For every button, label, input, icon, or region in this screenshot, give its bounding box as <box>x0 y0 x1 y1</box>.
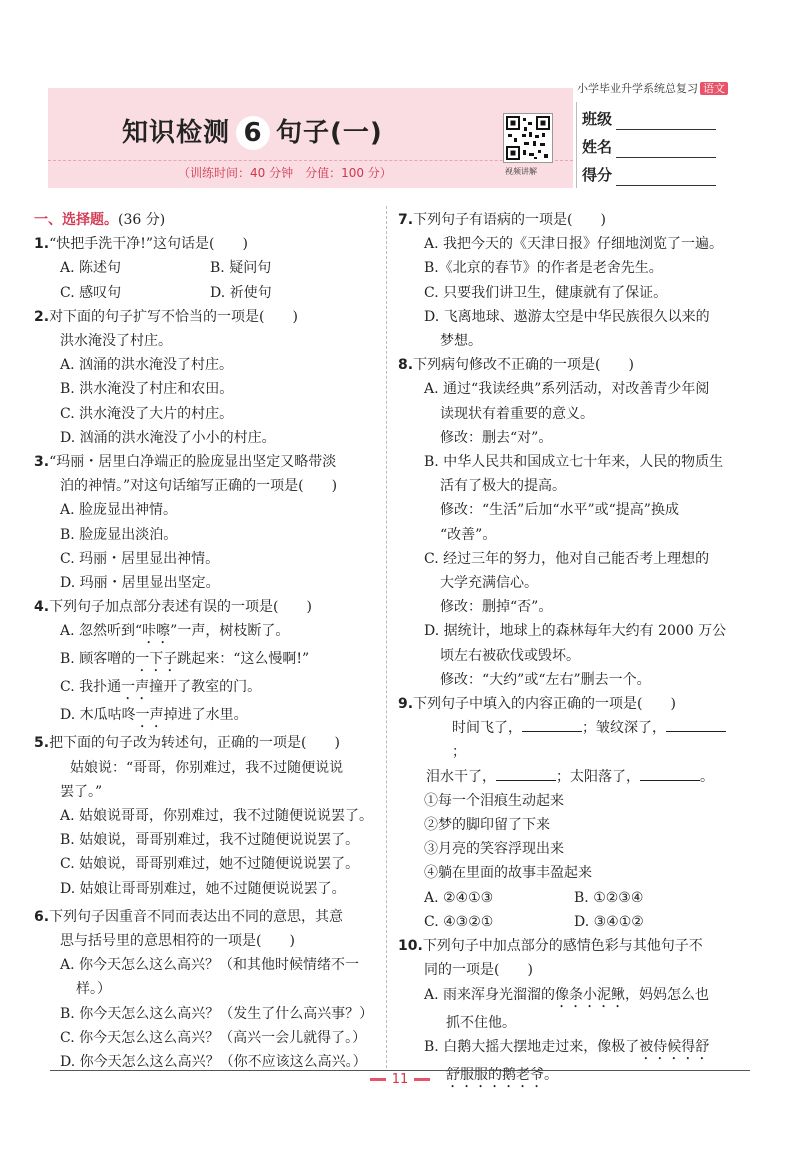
source-sentence: 姑娘说：“哥哥，你别难过，我不过随便说说 <box>70 759 344 776</box>
name-field[interactable]: 姓名 <box>576 136 726 164</box>
series-name: 小学毕业升学系统总复习 <box>577 82 698 95</box>
series-note <box>577 80 728 96</box>
source-sentence: 洪水淹没了村庄。 <box>60 333 172 350</box>
question-9: 9.下列句子中填入的内容正确的一项是( ) 时间飞了， ；皱纹深了，； 泪水干了， ；太阳落了， 。 ①每一个泪痕生动起来 ②梦的脚印留了下来 ③月亮的笑容浮现出来 ④躺在里面的故事丰盈起来 A. ②④①③ B. ①②③④ C. ④③②① D. ③④①② <box>398 692 738 934</box>
option[interactable]: D. 汹涌的洪水淹没了小小的村庄。 <box>60 429 276 446</box>
option[interactable]: D. 飞离地球、遨游太空是中华民族很久以来的 <box>424 308 710 325</box>
question-4: 4.下列句子加点部分表述有误的一项是( ) A. 忽然听到“咔嚓”一声，树枝断了。 B. 顾客噌的一下子跳起来：“这么慢啊!” C. 我扑通一声撞开了教室的门。 D. 木瓜咕咚一声掉进了水里。 <box>34 595 379 731</box>
right-column <box>398 208 738 1091</box>
phrase-option: ③月亮的笑容浮现出来 <box>424 841 564 858</box>
class-field[interactable]: 班级 <box>576 108 726 136</box>
question-6: 6.下列句子因重音不同而表达出不同的意思，其意 思与括号里的意思相符的一项是( ) A. 你今天怎么这么高兴？（和其他时候情绪不一 样。） B. 你今天怎么这么高兴？（发生了什么高兴事？） C. 你今天怎么这么高兴？（高兴一会儿就得了。） D. 你今天怎么这么高兴？（你不应该这么高兴。） <box>34 905 379 1074</box>
question-8: 8.下列病句修改不正确的一项是( ) A. 通过“我读经典”系列活动，对改善青少年阅 读现状有着重要的意义。 修改：删去“对”。 B. 中华人民共和国成立七十年来，人民的物质生 活有了极大的提高。 修改：“生活”后加“水平”或“提高”换成 “改善”。 C. 经过三年的努力，他对自己能否考上理想的 大学充满信心。 修改：删掉“否”。 D. 据统计，地球上的森林每年大约有 2000 万公 顷左右被砍伐或毁坏。 修改：“大约”或“左右”删去一个。 <box>398 353 738 692</box>
option[interactable]: B. 顾客噌的一下子跳起来：“这么慢啊!” <box>60 651 310 668</box>
option[interactable]: A. 姑娘说哥哥，你别难过，我不过随便说说罢了。 <box>60 808 374 825</box>
option[interactable]: A. ②④①③ <box>424 889 494 906</box>
option[interactable]: C. 感叹句 <box>60 284 122 301</box>
phrase-option: ②梦的脚印留了下来 <box>424 817 550 834</box>
option[interactable]: A. 陈述句 <box>60 260 122 277</box>
option[interactable]: A. 汹涌的洪水淹没了村庄。 <box>60 357 234 374</box>
option[interactable]: B. ①②③④ <box>574 889 644 906</box>
option[interactable]: D. 祈使句 <box>210 284 272 301</box>
test-duration: （训练时间：40 分钟 分值：100 分） <box>178 166 392 180</box>
fill-sentence: 泪水干了， ；太阳落了， 。 <box>398 765 738 789</box>
student-info <box>576 108 726 192</box>
option[interactable]: C. 只要我们讲卫生，健康就有了保证。 <box>424 284 668 301</box>
option[interactable]: C. 洪水淹没了大片的村庄。 <box>60 405 234 422</box>
option[interactable]: D. ③④①② <box>574 913 644 930</box>
option[interactable]: C. 我扑通一声撞开了教室的门。 <box>60 679 262 696</box>
blank-field[interactable] <box>522 717 582 732</box>
question-1: 1.“快把手洗干净!”这句话是( ) A. 陈述句 B. 疑问句 C. 感叹句 D. 祈使句 <box>34 232 379 305</box>
option[interactable]: C. ④③②① <box>424 913 494 930</box>
qr-label: 视频讲解 <box>505 167 537 176</box>
phrase-option: ④躺在里面的故事丰盈起来 <box>424 865 592 882</box>
blank-field[interactable] <box>496 766 556 781</box>
column-divider <box>386 206 387 1068</box>
left-column <box>34 208 379 1074</box>
option[interactable]: C. 姑娘说，哥哥别难过，她不过随便说说罢了。 <box>60 856 360 873</box>
question-10: 10.下列句子中加点部分的感情色彩与其他句子不 同的一项是( ) A. 雨来浑身光溜溜的像条小泥鳅，妈妈怎么也 抓不住他。 B. 白鹅大摇大摆地走过来，像极了被侍候得舒 舒服服的鹅老爷。 <box>398 934 738 1091</box>
option[interactable]: A. 雨来浑身光溜溜的像条小泥鳅，妈妈怎么也 <box>424 986 710 1003</box>
option[interactable]: B. 姑娘说，哥哥别难过，我不过随便说说罢了。 <box>60 832 360 849</box>
option[interactable]: A. 我把今天的《天津日报》仔细地浏览了一遍。 <box>424 236 724 253</box>
question-2: 2.对下面的句子扩写不恰当的一项是( ) 洪水淹没了村庄。 A. 汹涌的洪水淹没了村庄。 B. 洪水淹没了村庄和农田。 C. 洪水淹没了大片的村庄。 D. 汹涌的洪水淹没了小小的村庄。 <box>34 305 379 450</box>
option[interactable]: C. 经过三年的努力，他对自己能否考上理想的 <box>424 550 710 567</box>
option[interactable]: B. 白鹅大摇大摆地走过来，像极了被侍候得舒 <box>424 1038 710 1055</box>
subject-tag: 语文 <box>700 82 728 95</box>
option[interactable]: D. 木瓜咕咚一声掉进了水里。 <box>60 707 248 724</box>
option[interactable]: B. 疑问句 <box>210 260 272 277</box>
option[interactable]: A. 你今天怎么这么高兴？（和其他时候情绪不一 <box>60 957 360 974</box>
blank-field[interactable] <box>640 766 700 781</box>
option[interactable]: D. 据统计，地球上的森林每年大约有 2000 万公 <box>424 623 727 640</box>
page-number: 11 <box>0 1072 800 1087</box>
option[interactable]: D. 姑娘让哥哥别难过，她不过随便说说罢了。 <box>60 880 346 897</box>
option[interactable]: B. 脸庞显出淡泊。 <box>60 526 178 543</box>
option[interactable]: B. 洪水淹没了村庄和农田。 <box>60 381 234 398</box>
option[interactable]: C. 玛丽・居里显出神情。 <box>60 550 220 567</box>
title-number: 6 <box>236 116 270 150</box>
option[interactable]: A. 通过“我读经典”系列活动，对改善青少年阅 <box>424 381 710 398</box>
page-title <box>122 112 383 150</box>
option[interactable]: D. 玛丽・居里显出坚定。 <box>60 575 220 592</box>
blank-field[interactable] <box>666 717 726 732</box>
footer-rule <box>50 1070 750 1071</box>
title-prefix: 知识检测 <box>122 118 231 148</box>
section-title: 一、选择题。(36 分) <box>34 212 166 228</box>
option[interactable]: D. 你今天怎么这么高兴？（你不应该这么高兴。） <box>60 1054 367 1071</box>
option[interactable]: B. 你今天怎么这么高兴？（发生了什么高兴事？） <box>60 1005 374 1022</box>
qr-code-icon[interactable] <box>503 113 553 163</box>
title-main: 句子(一) <box>276 118 383 148</box>
score-field[interactable]: 得分 <box>576 164 726 192</box>
option[interactable]: A. 忽然听到“咔嚓”一声，树枝断了。 <box>60 623 290 640</box>
question-3: 3.“玛丽・居里白净端正的脸庞显出坚定又略带淡 泊的神情。”对这句话缩写正确的一项是( ) A. 脸庞显出神情。 B. 脸庞显出淡泊。 C. 玛丽・居里显出神情。 D. 玛丽・居里显出坚定。 <box>34 450 379 595</box>
fill-sentence: 时间飞了， ；皱纹深了，； <box>398 716 738 764</box>
option[interactable]: B.《北京的春节》的作者是老舍先生。 <box>424 260 663 277</box>
question-5: 5.把下面的句子改为转述句，正确的一项是( ) 姑娘说：“哥哥，你别难过，我不过随便说说 罢了。” A. 姑娘说哥哥，你别难过，我不过随便说说罢了。 B. 姑娘说，哥哥别难过，我不过随便说说罢了。 C. 姑娘说，哥哥别难过，她不过随便说说罢了。 D. 姑娘让哥哥别难过，她不过随便说说罢了。 <box>34 731 379 900</box>
question-7: 7.下列句子有语病的一项是( ) A. 我把今天的《天津日报》仔细地浏览了一遍。 B.《北京的春节》的作者是老舍先生。 C. 只要我们讲卫生，健康就有了保证。 D. 飞离地球、遨游太空是中华民族很久以来的 梦想。 <box>398 208 738 353</box>
option[interactable]: B. 中华人民共和国成立七十年来，人民的物质生 <box>424 454 724 471</box>
phrase-option: ①每一个泪痕生动起来 <box>424 792 564 809</box>
option[interactable]: A. 脸庞显出神情。 <box>60 502 178 519</box>
option[interactable]: C. 你今天怎么这么高兴？（高兴一会儿就得了。） <box>60 1029 367 1046</box>
